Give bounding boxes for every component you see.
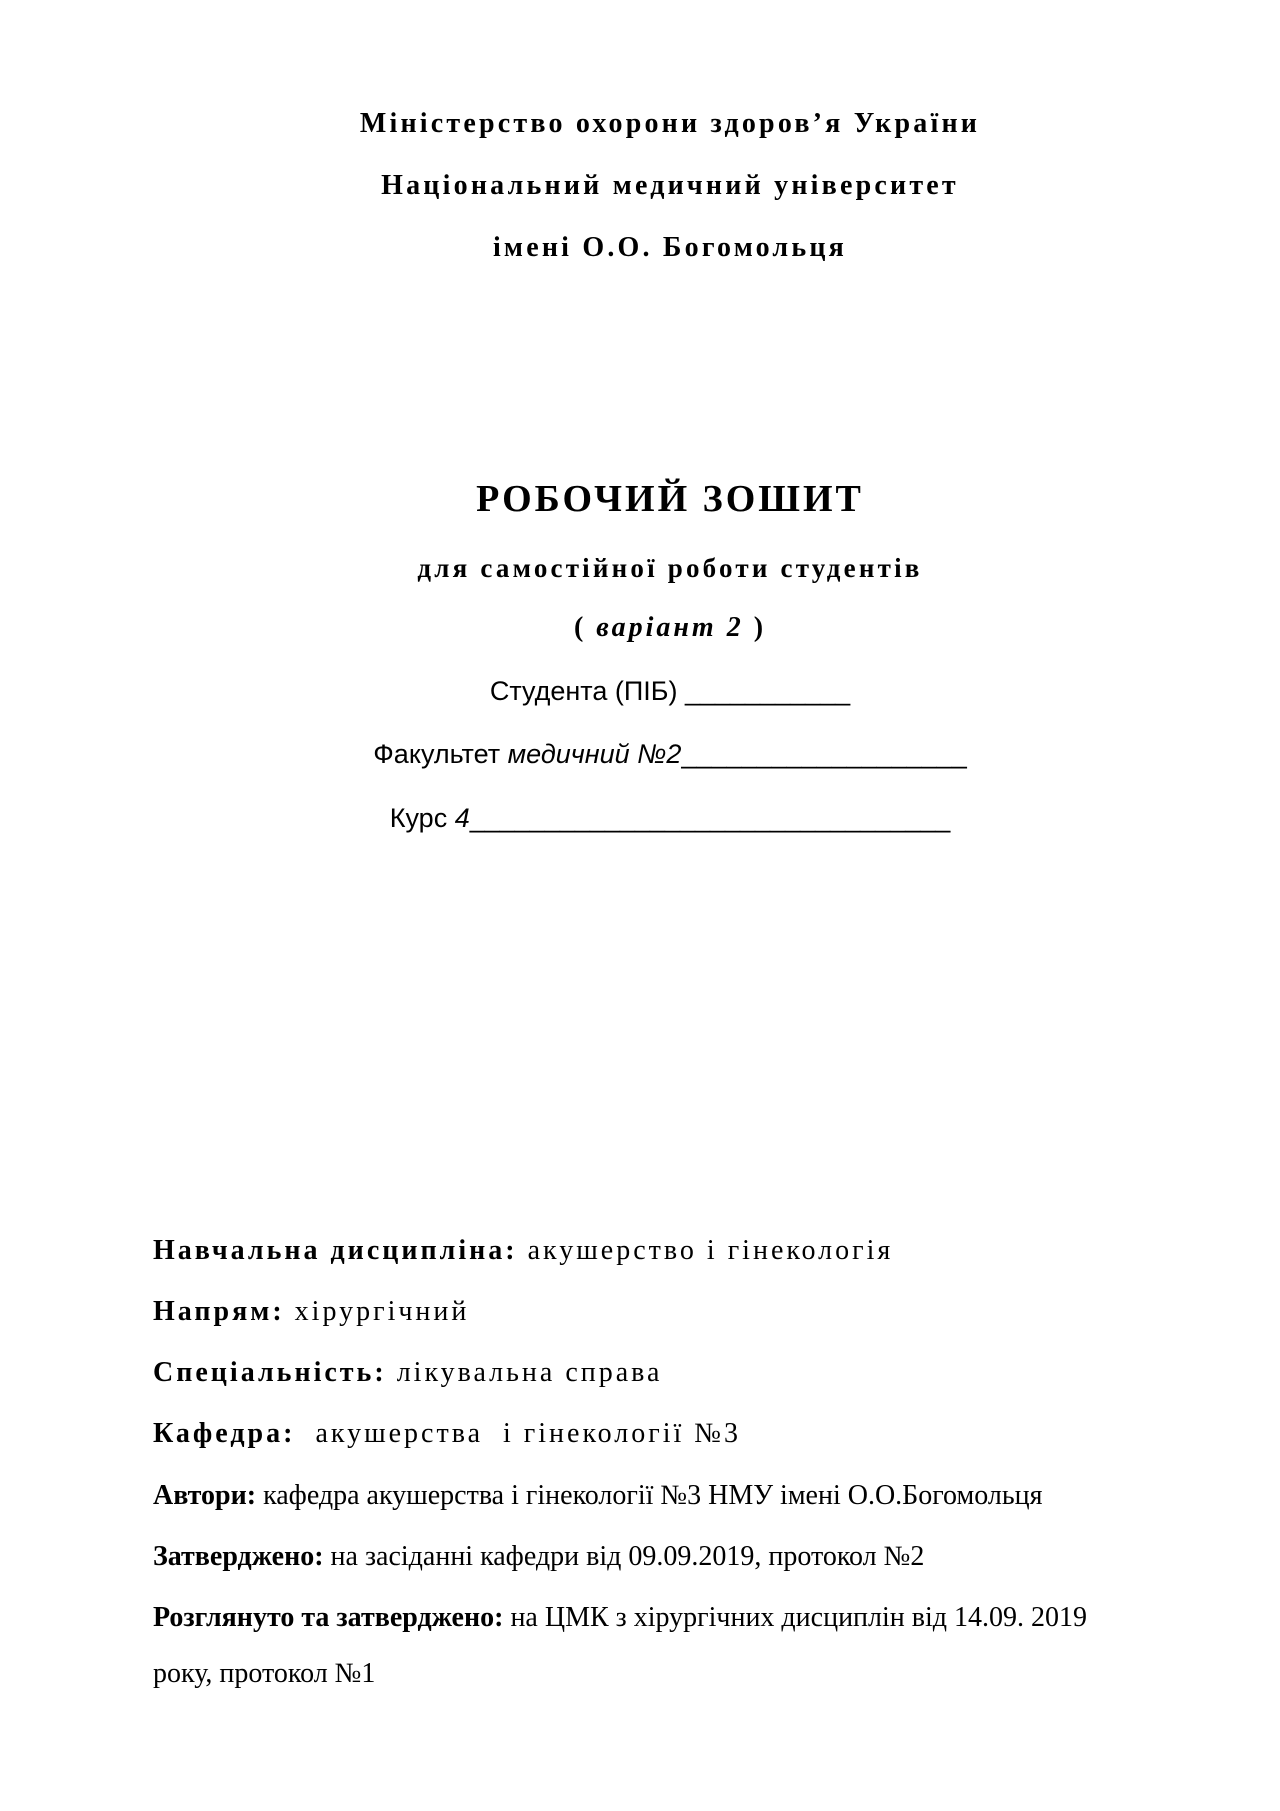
document-title: РОБОЧИЙ ЗОШИТ bbox=[476, 478, 864, 520]
direction-label: Напрям: bbox=[153, 1296, 285, 1327]
reviewed-line-continued: року, протокол №1 bbox=[153, 1658, 376, 1689]
course-field bbox=[0, 803, 1280, 834]
reviewed-label: Розглянуто та затверджено: bbox=[153, 1602, 504, 1633]
department-label: Кафедра: bbox=[153, 1418, 296, 1449]
variant-label: варіант 2 bbox=[596, 612, 744, 643]
course-value: 4 bbox=[454, 803, 470, 833]
direction-value: хірургічний bbox=[284, 1296, 470, 1327]
variant-close-paren: ) bbox=[743, 612, 767, 643]
course-underline: ________________________________ bbox=[469, 803, 951, 833]
discipline-line bbox=[153, 1235, 893, 1267]
faculty-underline: ___________________ bbox=[681, 739, 967, 769]
variant-open-paren: ( bbox=[573, 612, 597, 643]
approved-label: Затверджено: bbox=[153, 1541, 324, 1572]
specialty-label: Спеціальність: bbox=[153, 1357, 387, 1388]
discipline-label: Навчальна дисципліна: bbox=[153, 1235, 518, 1266]
approved-line bbox=[153, 1541, 924, 1573]
authors-value: кафедра акушерства і гінекології №3 НМУ імені О.О.Богомольця bbox=[256, 1480, 1043, 1511]
department-line bbox=[153, 1418, 741, 1450]
discipline-value: акушерство і гінекологія bbox=[517, 1235, 894, 1266]
specialty-value: лікувальна справа bbox=[386, 1357, 663, 1388]
variant-line bbox=[0, 612, 1280, 644]
faculty-value: медичний №2 bbox=[507, 739, 682, 769]
university-heading: Національний медичний університет bbox=[381, 170, 959, 201]
approved-value: на засіданні кафедри від 09.09.2019, протокол №2 bbox=[323, 1541, 925, 1572]
reviewed-line bbox=[153, 1602, 1087, 1634]
university-name-heading: імені О.О. Богомольця bbox=[492, 232, 848, 263]
authors-line bbox=[153, 1480, 1042, 1512]
direction-line bbox=[153, 1296, 469, 1328]
ministry-heading: Міністерство охорони здоров’я України bbox=[359, 108, 981, 139]
course-label: Курс bbox=[389, 803, 455, 833]
specialty-line bbox=[153, 1357, 662, 1389]
faculty-label: Факультет bbox=[373, 739, 508, 769]
department-value: акушерства і гінекології №3 bbox=[295, 1418, 742, 1449]
document-subtitle: для самостійної роботи студентів bbox=[417, 553, 923, 583]
reviewed-value: на ЦМК з хірургічних дисциплін від 14.09. 2019 bbox=[503, 1602, 1088, 1633]
faculty-field bbox=[0, 739, 1280, 770]
student-field: Студента (ПІБ) ___________ bbox=[489, 676, 851, 706]
authors-label: Автори: bbox=[153, 1480, 257, 1511]
